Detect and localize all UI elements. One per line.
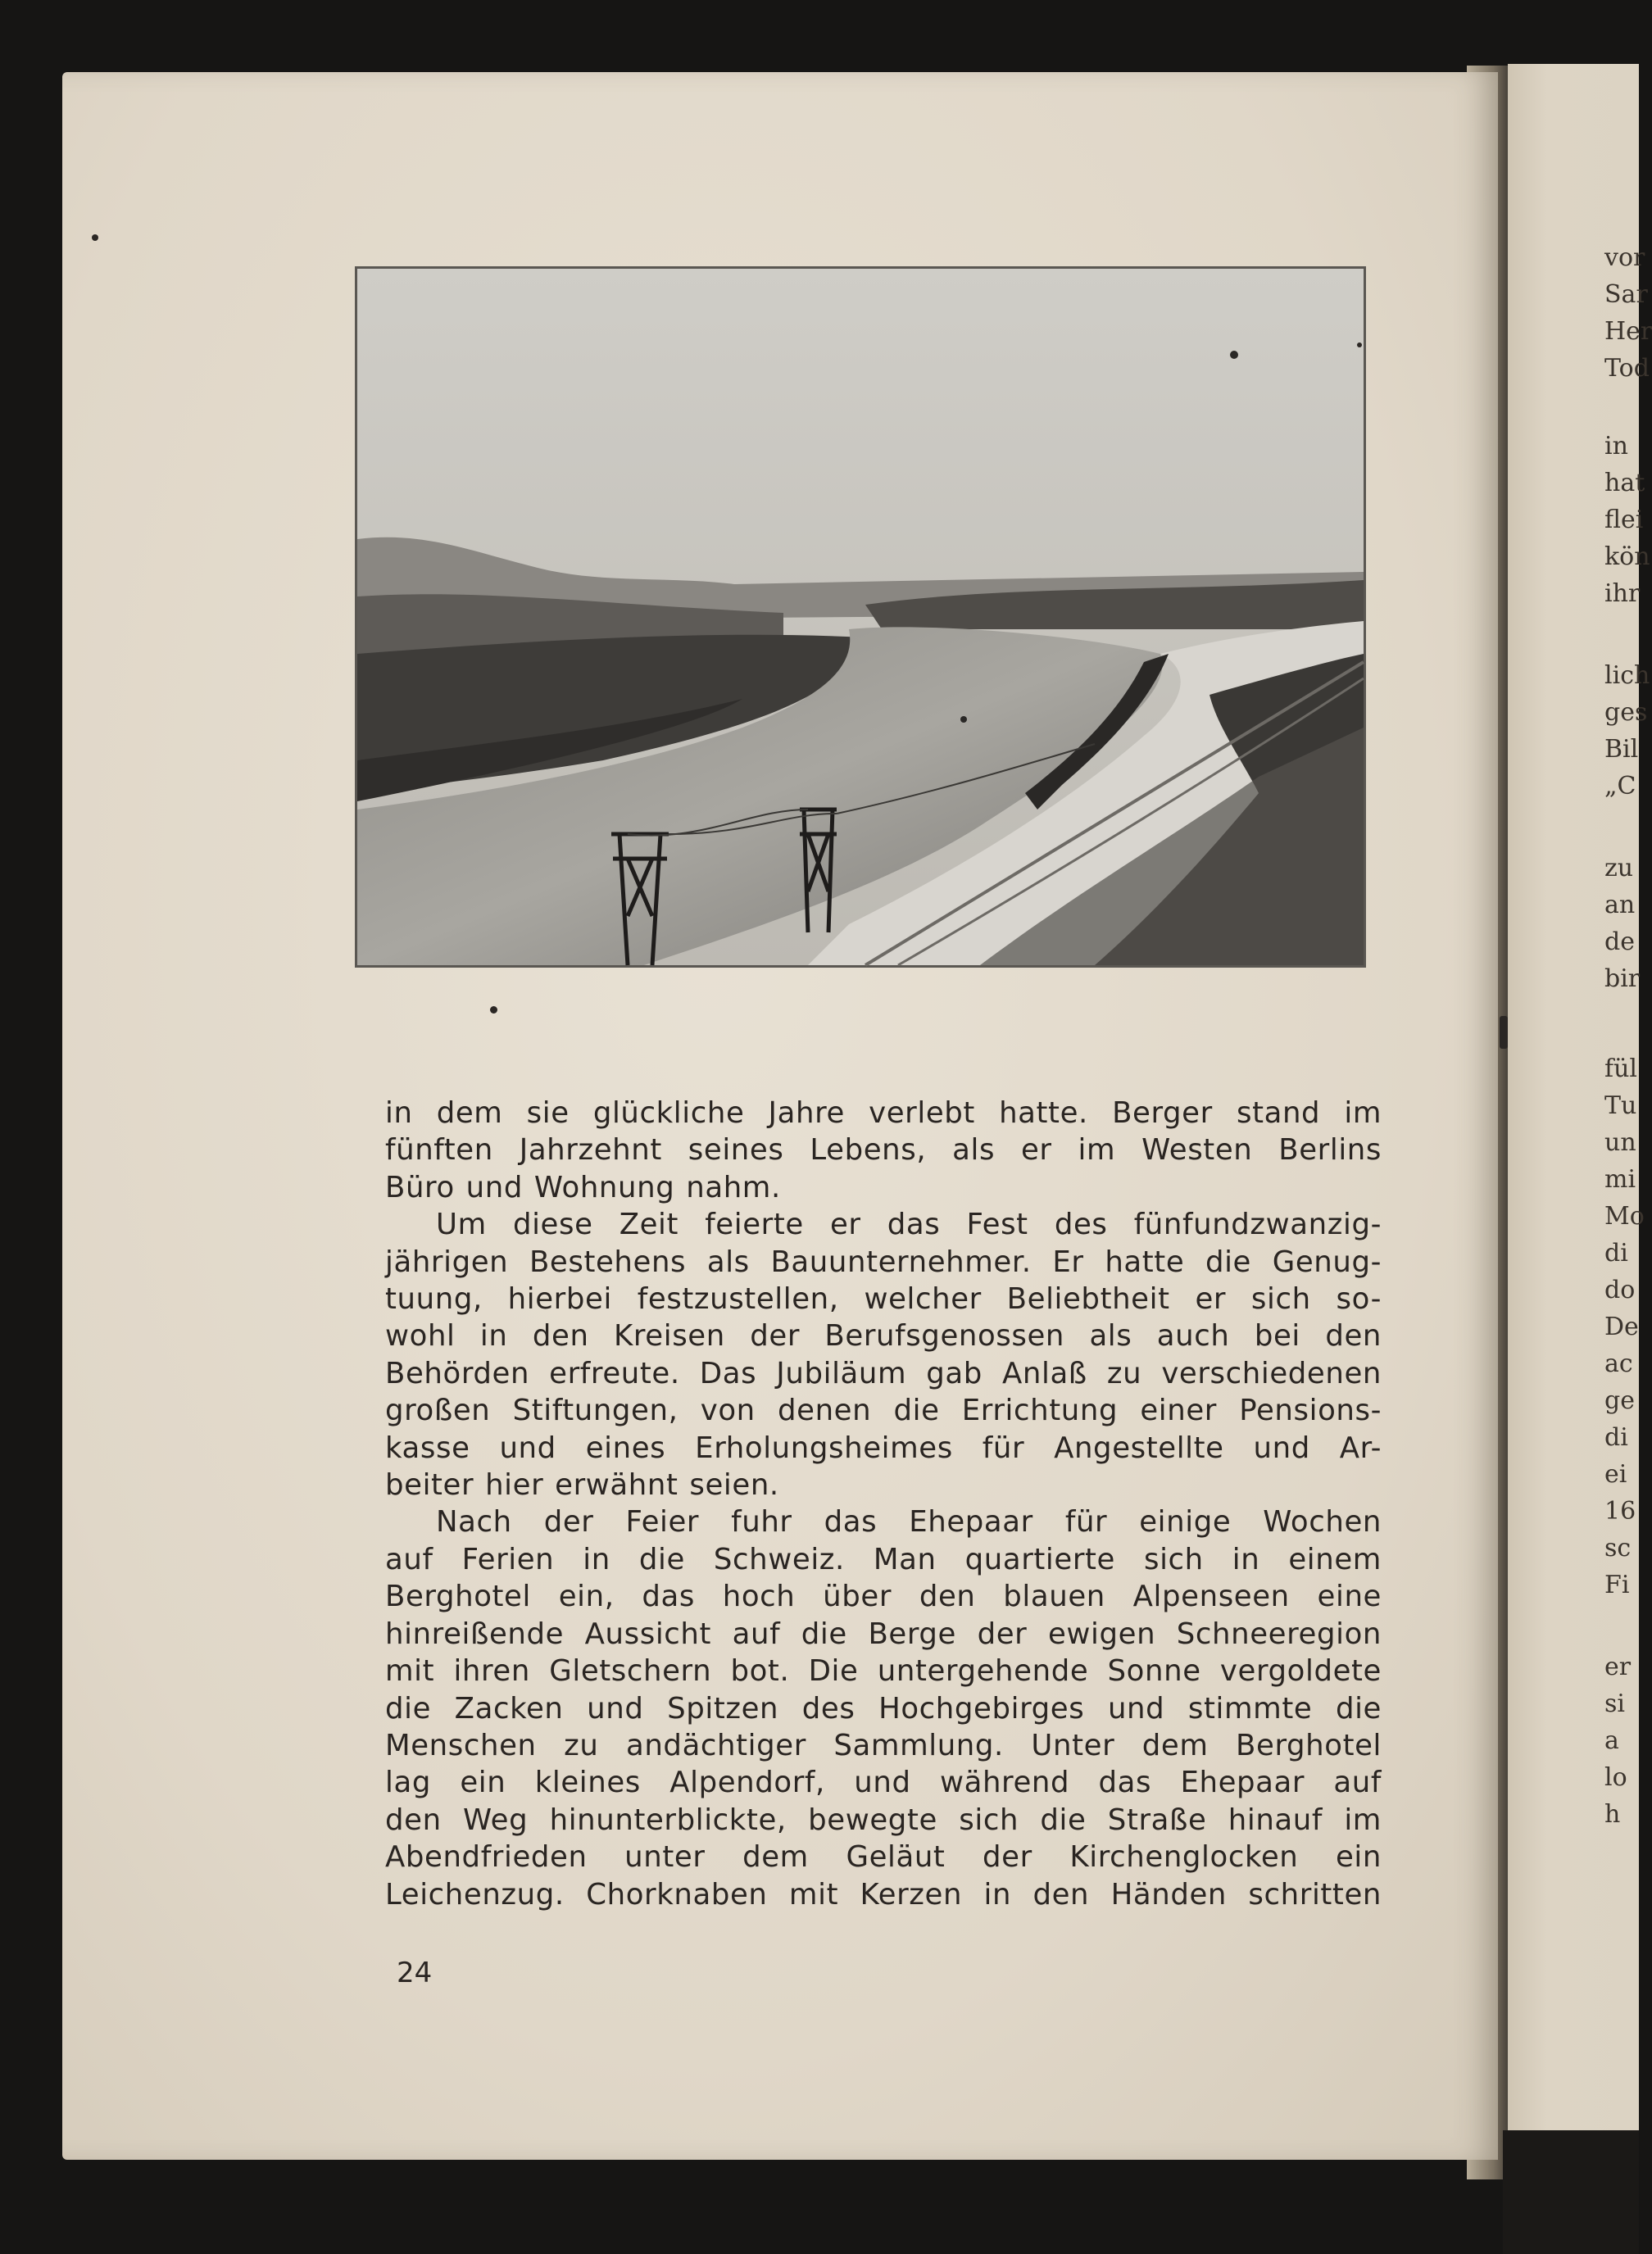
text-line: Abendfrieden unter dem Geläut der Kirchenglocken ein bbox=[385, 1840, 1382, 1875]
right-page-fragment: „C bbox=[1604, 772, 1636, 800]
right-page-fragment: a bbox=[1604, 1726, 1619, 1755]
text-line: hinreißende Aussicht auf die Berge der ewigen Schneeregion bbox=[385, 1617, 1382, 1651]
text-line: kasse und eines Erholungsheimes für Angestellte und Ar- bbox=[385, 1431, 1382, 1465]
right-page-fragment: Tu bbox=[1604, 1091, 1637, 1120]
speck bbox=[1500, 1016, 1508, 1049]
text-line: in dem sie glückliche Jahre verlebt hatte. Berger stand im bbox=[385, 1096, 1382, 1130]
text-line: auf Ferien in die Schweiz. Man quartierte sich in einem bbox=[385, 1542, 1382, 1576]
right-page-fragment: flei bbox=[1604, 506, 1644, 534]
text-line: Menschen zu andächtiger Sammlung. Unter dem Berghotel bbox=[385, 1728, 1382, 1762]
right-page-fragment: zu bbox=[1604, 854, 1634, 882]
right-page-fragment: di bbox=[1604, 1423, 1628, 1452]
text-line: tuung, hierbei festzustellen, welcher Beliebtheit er sich so- bbox=[385, 1282, 1382, 1317]
right-page-fragment: Her bbox=[1604, 317, 1652, 346]
right-page-fragment: sc bbox=[1604, 1534, 1632, 1562]
text-line: fünften Jahrzehnt seines Lebens, als er im Westen Berlins bbox=[385, 1133, 1382, 1168]
page-number: 24 bbox=[397, 1957, 433, 1989]
river-valley-photo bbox=[357, 269, 1364, 965]
text-line: die Zacken und Spitzen des Hochgebirges und stimmte die bbox=[385, 1691, 1382, 1726]
right-page-fragment: er bbox=[1604, 1653, 1632, 1681]
right-page-fragment: an bbox=[1604, 891, 1636, 919]
text-line: beiter hier erwähnt seien. bbox=[385, 1468, 779, 1503]
text-line: lag ein kleines Alpendorf, und während das Ehepaar auf bbox=[385, 1766, 1382, 1800]
right-page-fragment: ges bbox=[1604, 698, 1648, 727]
body-text bbox=[385, 1095, 1382, 1913]
right-page-fragment: si bbox=[1604, 1689, 1625, 1718]
right-page-fragment: h bbox=[1604, 1800, 1621, 1829]
text-line: wohl in den Kreisen der Berufsgenossen als auch bei den bbox=[385, 1319, 1382, 1354]
right-page-fragment: ihr bbox=[1604, 579, 1641, 608]
right-page-fragment: De bbox=[1604, 1313, 1639, 1341]
right-page-fragment: 16 bbox=[1604, 1497, 1636, 1526]
text-line: jährigen Bestehens als Bauunternehmer. Er hatte die Genug- bbox=[385, 1245, 1382, 1279]
text-line: großen Stiftungen, von denen die Errichtung einer Pensions- bbox=[385, 1394, 1382, 1428]
right-page-fragment: un bbox=[1604, 1128, 1636, 1157]
right-page-fragment: kön bbox=[1604, 542, 1650, 571]
right-page-fragment: ac bbox=[1604, 1349, 1633, 1378]
right-page-fragment: Bil bbox=[1604, 735, 1639, 764]
speck bbox=[92, 234, 98, 241]
right-page-fragment: Sar bbox=[1604, 280, 1648, 309]
landscape-photo-river-valley-icon bbox=[357, 269, 1364, 965]
right-page-fragment: do bbox=[1604, 1276, 1636, 1304]
text-line: Leichenzug. Chorknaben mit Kerzen in den Händen schritten bbox=[385, 1877, 1382, 1912]
text-line: Büro und Wohnung nahm. bbox=[385, 1170, 781, 1204]
right-page-fragment: vor bbox=[1604, 243, 1645, 272]
right-page-fragment: Fi bbox=[1604, 1571, 1630, 1599]
right-page-fragment: mi bbox=[1604, 1165, 1636, 1194]
right-page-fragment: lich bbox=[1604, 661, 1650, 690]
right-page-fragment: fül bbox=[1604, 1054, 1638, 1083]
text-line: mit ihren Gletschern bot. Die untergehende Sonne vergoldete bbox=[385, 1654, 1382, 1689]
text-line: Um diese Zeit feierte er das Fest des fünfundzwanzig- bbox=[436, 1208, 1382, 1242]
text-line: den Weg hinunterblickte, bewegte sich die Straße hinauf im bbox=[385, 1803, 1382, 1837]
text-line: Behörden erfreute. Das Jubiläum gab Anlaß zu verschiedenen bbox=[385, 1356, 1382, 1390]
right-page-fragment: in bbox=[1604, 432, 1628, 460]
right-page-fragment: Tod bbox=[1604, 354, 1650, 383]
speck bbox=[490, 1006, 497, 1014]
right-page-fragment: ge bbox=[1604, 1386, 1635, 1415]
right-page-fragment: de bbox=[1604, 927, 1635, 956]
right-page-fragment: di bbox=[1604, 1239, 1628, 1268]
speck bbox=[1357, 342, 1362, 347]
text-line: Berghotel ein, das hoch über den blauen Alpenseen eine bbox=[385, 1580, 1382, 1614]
right-page-fragment: Mo bbox=[1604, 1202, 1645, 1231]
right-page-fragment: lo bbox=[1604, 1763, 1627, 1792]
right-page-fragment: hat bbox=[1604, 469, 1645, 497]
text-line: Nach der Feier fuhr das Ehepaar für einige Wochen bbox=[436, 1505, 1382, 1540]
right-page-fragment: bir bbox=[1604, 964, 1641, 993]
right-page-fragment: ei bbox=[1604, 1460, 1627, 1489]
book-edge bbox=[1503, 2130, 1639, 2254]
